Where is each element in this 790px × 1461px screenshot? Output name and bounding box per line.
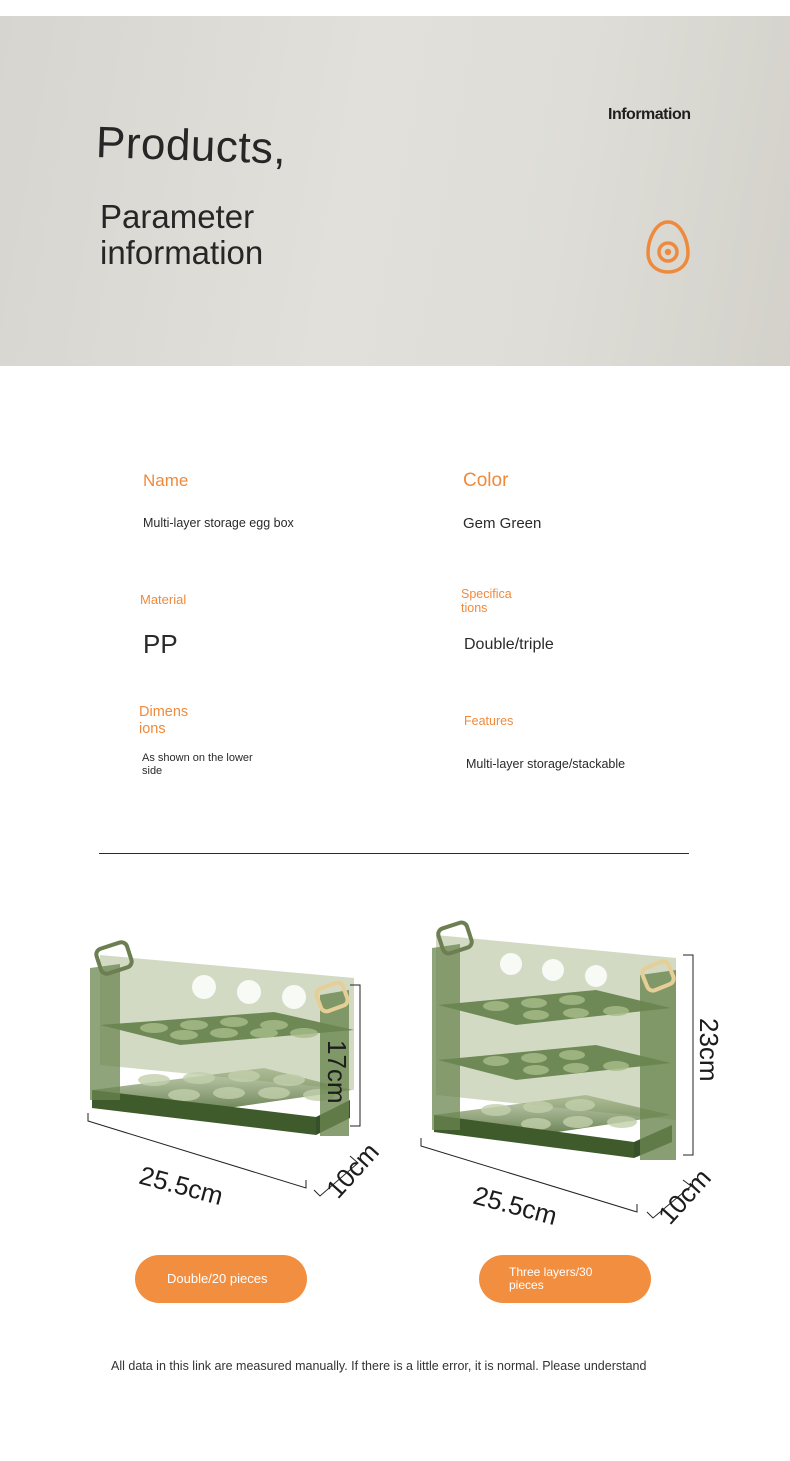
triple-depth-label: 10cm bbox=[652, 1162, 717, 1231]
specifications-label-line1: Specifica bbox=[461, 587, 512, 601]
specifications-value: Double/triple bbox=[464, 636, 554, 653]
double-height-label: 17cm bbox=[322, 1040, 352, 1104]
dimensions-label-line2: ions bbox=[139, 721, 166, 737]
color-value: Gem Green bbox=[463, 515, 542, 532]
triple-variant-button[interactable] bbox=[479, 1255, 651, 1303]
hero-info-label: Information bbox=[608, 106, 691, 123]
hero-subtitle-line2: information bbox=[100, 234, 264, 271]
features-label: Features bbox=[464, 714, 514, 728]
name-label: Name bbox=[143, 471, 189, 490]
material-label: Material bbox=[140, 592, 187, 607]
measurement-disclaimer: All data in this link are measured manually. If there is a little error, it is normal. Please understand bbox=[111, 1359, 647, 1373]
color-label: Color bbox=[463, 470, 509, 491]
hero-subtitle-line1: Parameter bbox=[100, 198, 255, 235]
dimensions-value-line1: As shown on the lower bbox=[142, 752, 253, 764]
triple-variant-label-line2: pieces bbox=[509, 1278, 544, 1292]
triple-height-label: 23cm bbox=[694, 1018, 724, 1082]
specifications-label bbox=[461, 587, 512, 615]
triple-variant-label-line1: Three layers/30 bbox=[509, 1265, 593, 1279]
hero-title: Products, bbox=[95, 118, 288, 174]
double-variant-label: Double/20 pieces bbox=[167, 1271, 268, 1286]
dimensions-label bbox=[139, 704, 188, 738]
triple-variant-label bbox=[509, 1266, 592, 1292]
double-depth-label: 10cm bbox=[320, 1136, 385, 1205]
egg-icon bbox=[645, 219, 691, 275]
dimensions-label-line1: Dimens bbox=[139, 704, 189, 720]
triple-width-label: 25.5cm bbox=[470, 1180, 561, 1232]
dimensions-value bbox=[142, 752, 253, 778]
features-value: Multi-layer storage/stackable bbox=[466, 757, 626, 771]
specifications-label-line2: tions bbox=[461, 601, 488, 615]
material-value: PP bbox=[143, 629, 178, 659]
dimensions-value-line2: side bbox=[142, 765, 163, 777]
double-variant-button[interactable] bbox=[135, 1255, 307, 1303]
double-width-label: 25.5cm bbox=[136, 1160, 227, 1212]
hero-banner bbox=[0, 16, 790, 366]
section-divider bbox=[99, 853, 689, 854]
name-value: Multi-layer storage egg box bbox=[143, 516, 294, 530]
